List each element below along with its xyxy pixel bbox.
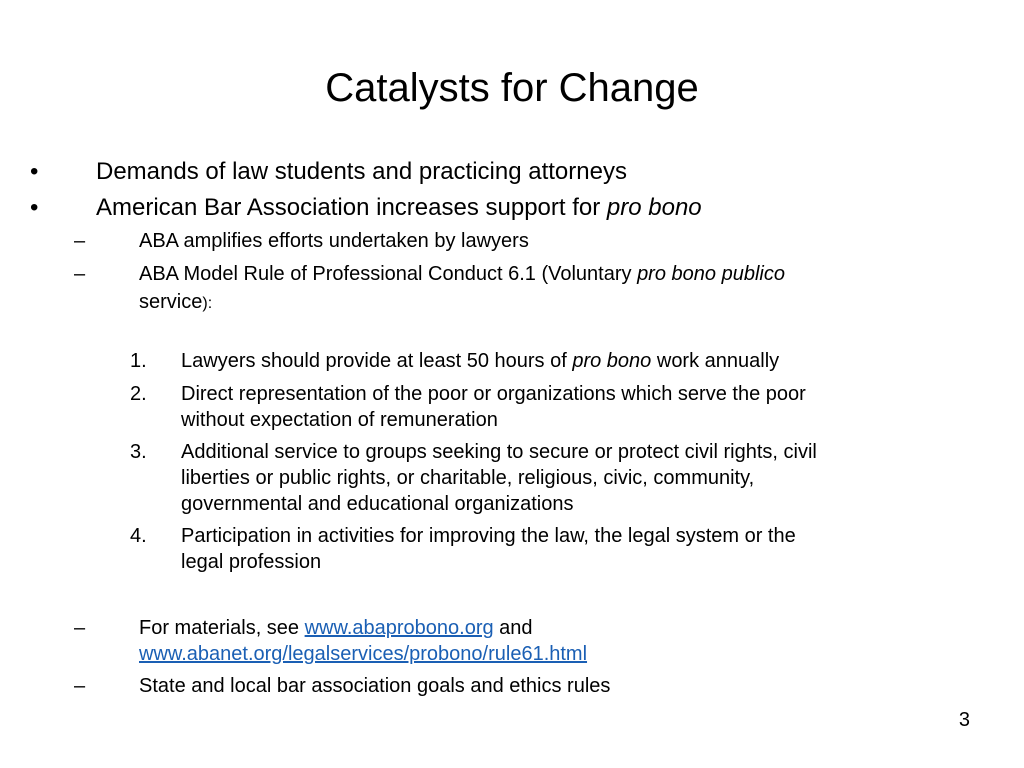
dash-marker: –	[74, 263, 86, 285]
numbered-suffix: work annually	[651, 350, 780, 372]
bullet-text: Demands of law students and practicing attorneys	[96, 158, 627, 185]
dash-marker: –	[74, 675, 86, 697]
materials-and: and	[493, 617, 533, 639]
bullet-marker: •	[30, 194, 39, 221]
sub-bullet-text: State and local bar association goals and ethics rules	[139, 675, 611, 697]
numbered-text: Direct representation of the poor or organizations which serve the poor	[181, 383, 806, 405]
numbered-text: legal profession	[181, 551, 322, 573]
bullet-text-prefix: American Bar Association increases support for	[96, 194, 607, 221]
rule61-link[interactable]: www.abanet.org/legalservices/probono/rule61.html	[139, 643, 588, 665]
numbered-text: Additional service to groups seeking to secure or protect civil rights, civil	[181, 441, 817, 463]
number-marker: 2.	[130, 383, 147, 405]
numbered-text: without expectation of remuneration	[181, 409, 498, 431]
number-marker: 3.	[130, 441, 147, 463]
number-marker: 1.	[130, 350, 147, 372]
number-marker: 4.	[130, 525, 147, 547]
sub-bullet-text	[139, 614, 533, 642]
sub-bullet-text: ABA amplifies efforts undertaken by lawyers	[139, 230, 529, 252]
rule-text-italic: pro bono publico	[637, 263, 785, 285]
slide-title: Catalysts for Change	[325, 66, 699, 110]
sub-bullet-text	[139, 260, 785, 288]
numbered-text	[181, 347, 779, 375]
service-colon: ):	[202, 295, 213, 312]
bullet-text-italic: pro bono	[606, 194, 702, 221]
numbered-text: liberties or public rights, or charitable, religious, civic, community,	[181, 467, 755, 489]
numbered-text: Participation in activities for improving the law, the legal system or the	[181, 525, 796, 547]
abaprobono-link[interactable]: www.abaprobono.org	[304, 617, 494, 639]
continuation-text	[139, 640, 587, 668]
service-text: service	[139, 291, 203, 313]
numbered-prefix: Lawyers should provide at least 50 hours of	[181, 350, 573, 372]
page-number: 3	[958, 709, 970, 731]
materials-prefix: For materials, see	[139, 617, 305, 639]
numbered-text: governmental and educational organizations	[181, 493, 574, 515]
dash-marker: –	[74, 617, 86, 639]
rule-text-prefix: ABA Model Rule of Professional Conduct 6.1 (Voluntary	[139, 263, 638, 285]
bullet-marker: •	[30, 158, 39, 185]
continuation-text	[139, 288, 212, 318]
bullet-text	[96, 191, 702, 225]
numbered-italic: pro bono	[572, 350, 652, 372]
dash-marker: –	[74, 230, 86, 252]
